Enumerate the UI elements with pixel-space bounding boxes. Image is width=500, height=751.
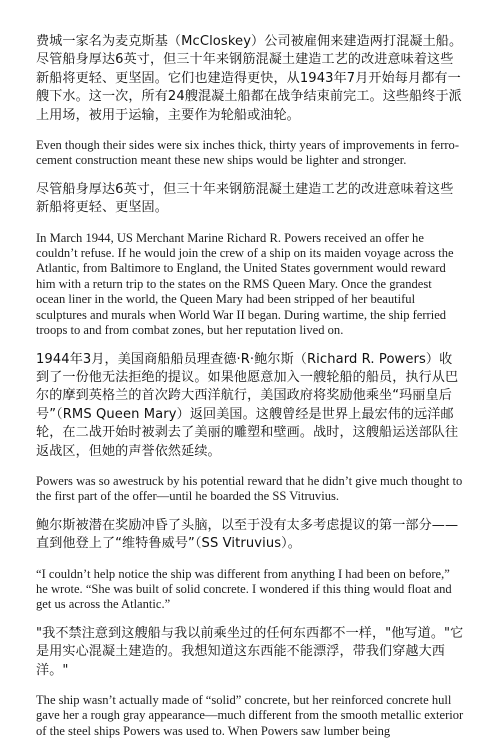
paragraph-en-quote: “I couldn’t help notice the ship was different from anything I had been on before,” he wrote. “She was built of solid concrete. I wondered if this thing would float and get us across the Atlantic.” [36, 566, 452, 612]
paragraph-zh-hull-thickness: 尽管船身厚达6英寸，但三十年来钢筋混凝土建造工艺的改进意味着这些新船将更轻、更坚固。 [36, 181, 454, 216]
paragraph-en-powers-offer: In March 1944, US Merchant Marine Richard R. Powers received an offer he couldn’t refuse. If he would join the crew of a ship on its maiden voyage across the Atlantic, from Baltimore to England, the United States government would reward him with a return trip to the states on the RMS Queen Mary. Once the grandest ocean liner in the world, the Queen Mary had been stripped of her beautiful sculptures and murals when World War II began. During wartime, the ship ferried troops to and from combat zones, but her reputation lived on. [36, 230, 454, 338]
paragraph-zh-mccloskey: 费城一家名为麦克斯基（McCloskey）公司被雇佣来建造两打混凝土船。尽管船身厚达6英寸，但三十年来钢筋混凝土建造工艺的改进意味着这些新船将更轻、更坚固。它们也建造得更快，从1943年7月开始每月都有一艘下水。这一次，所有24艘混凝土船都在战争结束前完工。这些船终于派上用场，被用于运输，主要作为轮船或油轮。 [36, 34, 463, 123]
paragraph-en-concrete-hull: The ship wasn’t actually made of “solid” concrete, but her reinforced concrete hull gave her a rough gray appearance—much different from the smooth metallic exterior of the steel ships Powers was used to. When Powers saw lumber being [36, 693, 464, 738]
paragraph-zh-quote: "我不禁注意到这艘船与我以前乘坐过的任何东西都不一样，"他写道。"它是用实心混凝土建造的。我想知道这东西能不能漂浮，带我们穿越大西洋。" [36, 625, 464, 678]
paragraph-zh-powers-offer: 1944年3月，美国商船船员理查德·R·鲍尔斯（Richard R. Powers）收到了一份他无法拒绝的提议。如果他愿意加入一艘轮船的船员，执行从巴尔的摩到英格兰的首次跨大西洋航行，美国政府将奖励他乘坐“玛丽皇后号”（RMS Queen Mary）返回美国。这艘曾经是世界上最宏伟的远洋邮轮，在二战开始时被剥去了美丽的雕塑和壁画。战时，这艘船运送部队往返战区，但她的声誉依然延续。 [36, 351, 459, 459]
paragraph-en-vitruvius: Powers was so awestruck by his potential reward that he didn’t give much thought to the first part of the offer—until he boarded the SS Vitruvius. [36, 473, 463, 504]
paragraph-zh-vitruvius: 鲍尔斯被潜在奖励冲昏了头脑，以至于没有太多考虑提议的第一部分——直到他登上了“维特鲁威号”（SS Vitruvius）。 [36, 517, 459, 552]
paragraph-en-hull-thickness: Even though their sides were six inches thick, thirty years of improvements in ferro-cement construction meant these new ships would be lighter and stronger. [36, 138, 459, 168]
document-body [36, 33, 464, 751]
